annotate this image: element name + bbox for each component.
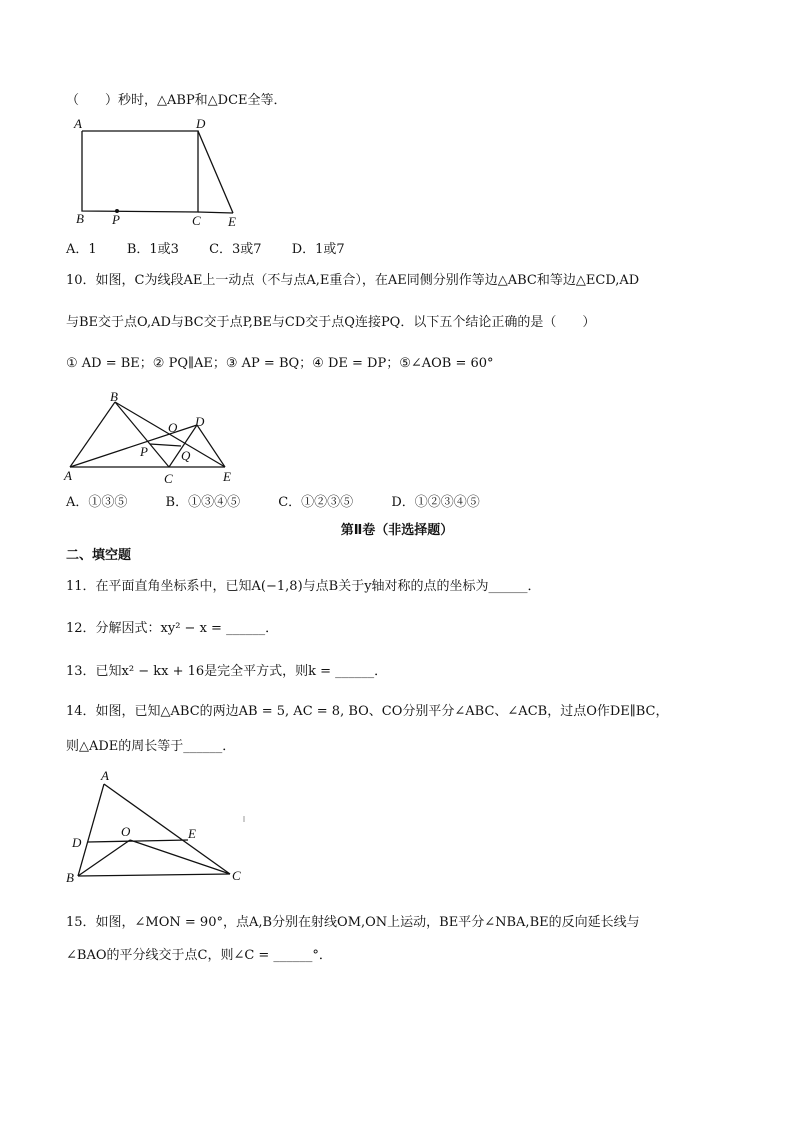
q10-label-c: C (164, 471, 173, 486)
section-heading: 二、填空题 (66, 548, 132, 563)
q14-label-d: D (72, 835, 82, 850)
q10-option-c[interactable]: C．①②③⑤ (278, 495, 354, 510)
q10-line1: 10．如图，C为线段AE上一动点（不与点A,E重合），在AE同侧分别作等边△ABC和等边△ECD,AD (66, 273, 640, 288)
q10-line3: ① AD = BE；② PQ∥AE；③ AP = BQ；④ DE = DP；⑤∠AOB = 60° (66, 356, 494, 371)
q12: 12．分解因式：xy² − x = ______． (66, 621, 279, 636)
q9-label-a: A (74, 116, 82, 131)
q10-options (66, 494, 506, 512)
q9-label-c: C (192, 213, 201, 228)
q9-option-b[interactable]: B．1或3 (126, 242, 179, 257)
q10-option-b[interactable]: B．①③④⑤ (165, 495, 241, 510)
q9-label-p: P (112, 212, 120, 227)
q14-label-c: C (232, 868, 241, 883)
q10-option-d[interactable]: D．①②③④⑤ (391, 495, 480, 510)
q10-option-a[interactable]: A．①③⑤ (66, 495, 128, 510)
q13: 13．已知x² − kx + 16是完全平方式，则k = ______． (66, 664, 388, 679)
q10-label-b: B (110, 389, 118, 404)
q10-figure (64, 389, 254, 487)
q15-line1: 15．如图，∠MON = 90°，点A,B分别在射线OM,ON上运动，BE平分∠NBA,BE的反向延长线与 (66, 915, 640, 930)
q10-label-a: A (64, 468, 72, 483)
q10-label-d: D (195, 414, 205, 429)
q9-options (66, 241, 371, 259)
q10-label-q: Q (181, 448, 191, 463)
q14-label-o: O (121, 824, 131, 839)
q9-option-d[interactable]: D．1或7 (291, 242, 345, 257)
q9-option-c[interactable]: C．3或7 (209, 242, 262, 257)
section-title: 第Ⅱ卷（非选择题） (340, 523, 454, 538)
q9-label-d: D (196, 116, 206, 131)
q11: 11．在平面直角坐标系中，已知A(−1,8)与点B关于y轴对称的点的坐标为______． (66, 579, 541, 594)
q14-line1: 14．如图，已知△ABC的两边AB = 5, AC = 8, BO、CO分别平分∠ABC、∠ACB，过点O作DE∥BC， (66, 704, 669, 719)
q10-label-e: E (223, 469, 231, 484)
q14-label-e: E (188, 826, 196, 841)
q15-line2: ∠BAO的平分线交于点C，则∠C = ______°． (66, 948, 332, 963)
q10-line2: 与BE交于点O,AD与BC交于点P,BE与CD交于点Q连接PQ．以下五个结论正确的是（ ） (66, 315, 596, 330)
q14-figure (64, 766, 264, 891)
q14-label-b: B (66, 870, 74, 885)
q10-label-o: O (168, 420, 178, 435)
q9-option-a[interactable]: A．1 (66, 242, 97, 257)
q9-figure (70, 115, 270, 229)
q9-stem: （ ）秒时，△ABP和△DCE全等． (66, 93, 287, 108)
q9-label-b: B (76, 211, 84, 226)
q9-label-e: E (228, 214, 236, 229)
q10-label-p: P (140, 444, 148, 459)
q14-line2: 则△ADE的周长等于______． (66, 739, 236, 754)
q14-label-a: A (101, 768, 109, 783)
